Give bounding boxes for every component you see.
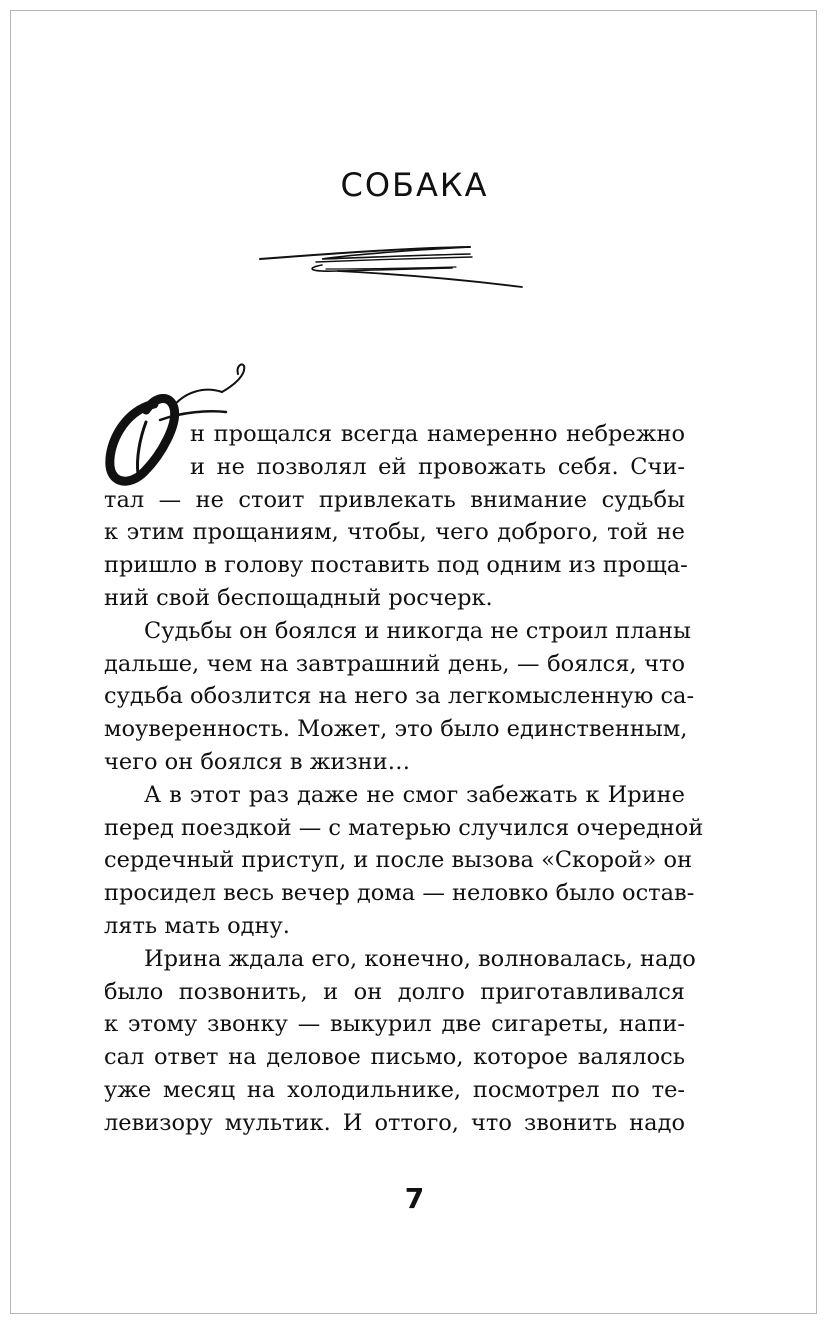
text-line: было позвонить, и он долго приготавливался xyxy=(104,978,685,1005)
text-line: ний свой беспощадный росчерк. xyxy=(104,584,493,611)
text-line: Судьбы он боялся и никогда не строил планы xyxy=(144,617,691,644)
text-line: тал — не стоит привлекать внимание судьбы xyxy=(104,486,685,513)
page-number: 7 xyxy=(404,1182,425,1215)
text-line: лять мать одну. xyxy=(104,912,290,939)
text-line: судьба обозлится на него за легкомысленную са- xyxy=(104,683,695,710)
chapter-title: СОБАКА xyxy=(340,166,489,204)
text-line: н прощался всегда намеренно небрежно xyxy=(190,421,685,447)
flourish-ornament xyxy=(256,238,528,294)
text-line: пришло в голову поставить под одним из проща- xyxy=(104,552,688,579)
body-text xyxy=(104,418,704,1140)
text-line: моуверенность. Может, это было единственным, xyxy=(104,716,688,743)
text-line: уже месяц на холодильнике, посмотрел по те- xyxy=(104,1076,685,1103)
text-line: сердечный приступ, и после вызова «Скорой» он xyxy=(104,847,693,874)
text-line: перед поездкой — с матерью случился очередной xyxy=(104,814,704,841)
text-line: к этому звонку — выкурил две сигареты, напи- xyxy=(104,1011,685,1038)
text-line: А в этот раз даже не смог забежать к Ирине xyxy=(144,781,685,808)
text-line: дальше, чем на завтрашний день, — боялся, что xyxy=(104,650,685,677)
text-line: Ирина ждала его, конечно, волновалась, надо xyxy=(144,945,696,972)
text-line: сал ответ на деловое письмо, которое валялось xyxy=(104,1044,685,1071)
text-line: и не позволял ей провожать себя. Счи- xyxy=(190,453,685,480)
text-line: к этим прощаниям, чтобы, чего доброго, той не xyxy=(104,519,685,546)
text-line: чего он боялся в жизни… xyxy=(104,748,411,775)
text-line: левизору мультик. И оттого, что звонить надо xyxy=(104,1109,685,1136)
text-line: просидел весь вечер дома — неловко было остав- xyxy=(104,880,695,907)
